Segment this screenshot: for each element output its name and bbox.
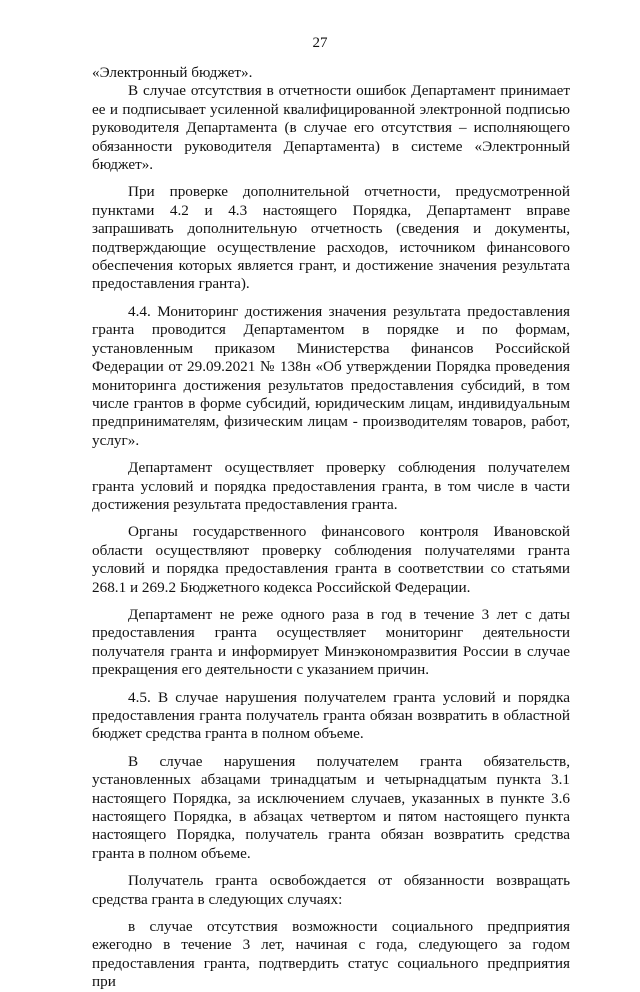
- paragraph: «Электронный бюджет».: [92, 64, 253, 81]
- paragraph: Департамент не реже одного раза в год в течение 3 лет с даты предоставления гранта осуществляет мониторинг деятельности получателя гранта и информирует Минэкономразвития России в случае прекращения его деятельности с указанием причин.: [92, 605, 570, 679]
- document-body: [92, 64, 570, 992]
- paragraph: Получатель гранта освобождается от обязанности возвращать средства гранта в следующих случаях:: [92, 872, 570, 908]
- paragraph: 4.4. Мониторинг достижения значения результата предоставления гранта проводится Департаментом в порядке и по формам, установленным приказом Министерства финансов Российской Федерации от 29.09.2021 № 138н «Об утверждении Порядка проведения мониторинга достижения результатов предоставления субсидий, в том числе грантов в форме субсидий, юридическим лицам, индивидуальным предпринимателям, физическим лицам - производителям товаров, работ, услуг».: [92, 302, 570, 449]
- paragraph: 4.5. В случае нарушения получателем гранта условий и порядка предоставления гранта получатель гранта обязан возвратить в областной бюджет средства гранта в полном объеме.: [92, 688, 570, 743]
- paragraph: В случае нарушения получателем гранта обязательств, установленных абзацами тринадцатым и четырнадцатым пункта 3.1 настоящего Порядка, за исключением случаев, указанных в пункте 3.6 настоящего Порядка, в абзацах четвертом и пятом настоящего пункта настоящего Порядка, получатель гранта обязан возвратить средства гранта в полном объеме.: [92, 752, 570, 862]
- paragraph: В случае отсутствия в отчетности ошибок Департамент принимает ее и подписывает усиленной квалифицированной электронной подписью руководителя Департамента (в случае его отсутствия – исполняющего обязанности руководителя Департамента) в системе «Электронный бюджет».: [92, 82, 570, 174]
- page-number: 27: [312, 35, 328, 51]
- paragraph: Органы государственного финансового контроля Ивановской области осуществляют проверку соблюдения получателями гранта условий и порядка предоставления гранта в соответствии со статьями 268.1 и 269.2 Бюджетного кодекса Российской Федерации.: [92, 523, 570, 596]
- paragraph: При проверке дополнительной отчетности, предусмотренной пунктами 4.2 и 4.3 настоящего Порядка, Департамент вправе запрашивать дополнительную отчетность (сведения и документы, подтверждающие осуществление расходов, источником финансового обеспечения которых является грант, и достижение значения результата предоставления гранта).: [92, 183, 570, 293]
- paragraph: в случае отсутствия возможности социального предприятия ежегодно в течение 3 лет, начиная с года, следующего за годом предоставления гранта, подтвердить статус социального предприятия при: [92, 918, 570, 991]
- paragraph: Департамент осуществляет проверку соблюдения получателем гранта условий и порядка предоставления гранта, в том числе в части достижения результата предоставления гранта.: [92, 459, 570, 513]
